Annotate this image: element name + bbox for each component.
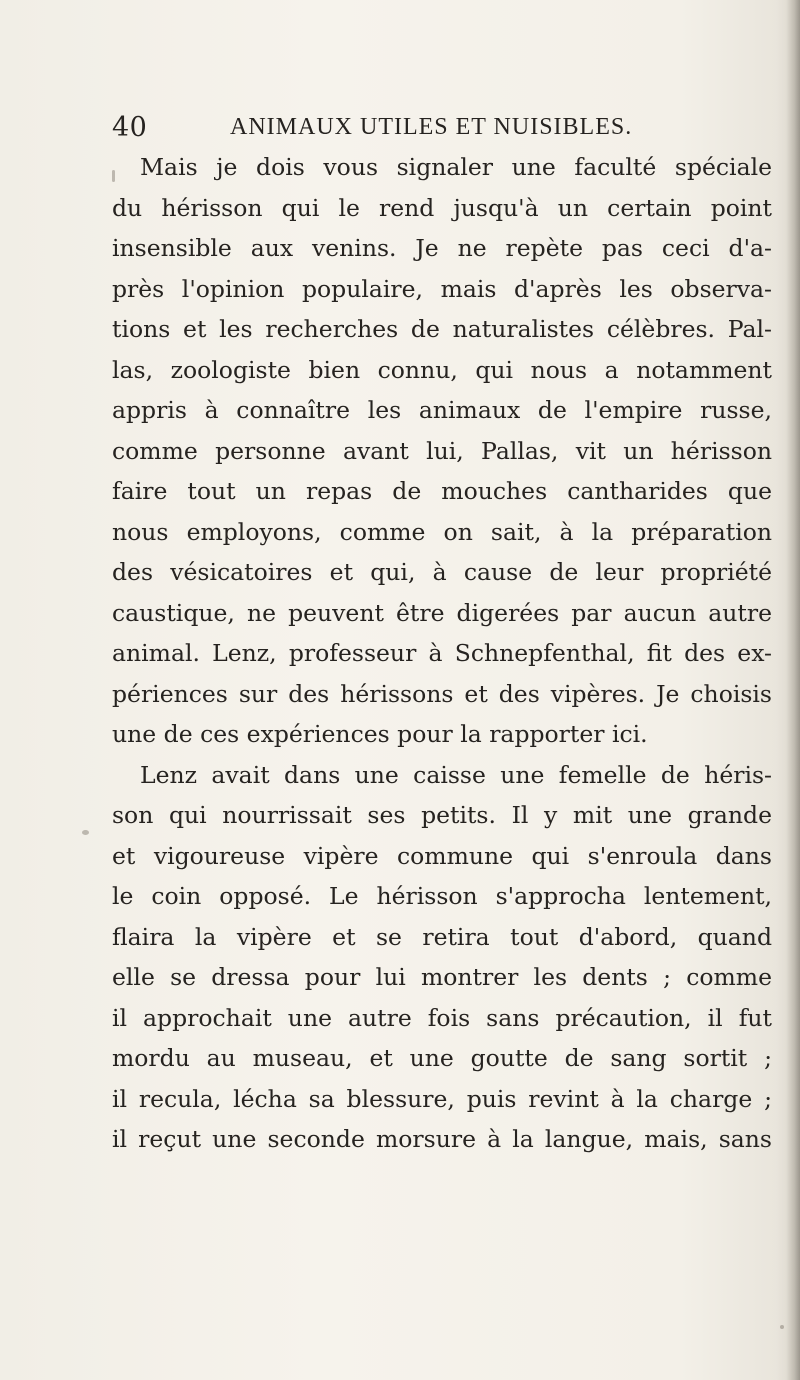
text-line: flaira la vipère et se retira tout d'abord, quand (112, 922, 772, 951)
text-line: tions et les recherches de naturalistes célèbres. Pal- (112, 315, 772, 343)
text-line: le coin opposé. Le hérisson s'approcha lentement, (112, 882, 772, 910)
text-line: Mais je dois vous signaler une faculté spéciale (140, 153, 772, 181)
paper-speck (780, 1325, 784, 1329)
text-line: nous employons, comme on sait, à la préparation (112, 517, 772, 546)
text-line: appris à connaître les animaux de l'empire russe, (112, 396, 772, 424)
text-line: il reçut une seconde morsure à la langue, mais, sans (112, 1125, 772, 1153)
text-line: une de ces expériences pour la rapporter ici. (112, 720, 648, 748)
text-line: insensible aux venins. Je ne repète pas ceci d'a- (112, 234, 772, 262)
text-line: comme personne avant lui, Pallas, vit un hérisson (112, 436, 772, 465)
page-edge-shadow (786, 0, 800, 1380)
text-line: du hérisson qui le rend jusqu'à un certain point (112, 193, 772, 222)
text-line: Lenz avait dans une caisse une femelle de héris- (140, 760, 772, 789)
paper-speck (112, 170, 115, 182)
text-line: faire tout un repas de mouches cantharides que (112, 477, 772, 505)
text-line: périences sur des hérissons et des vipères. Je choisis (112, 679, 772, 708)
text-line: des vésicatoires et qui, à cause de leur propriété (112, 558, 772, 586)
text-line: près l'opinion populaire, mais d'après les observa- (112, 274, 772, 303)
page-number: 40 (112, 112, 148, 143)
text-line: las, zoologiste bien connu, qui nous a notamment (112, 355, 772, 384)
text-line: caustique, ne peuvent être digerées par aucun autre (112, 598, 772, 627)
paper-speck (82, 830, 89, 835)
running-title: ANIMAUX UTILES ET NUISIBLES. (230, 114, 633, 140)
text-line: il recula, lécha sa blessure, puis revint à la charge ; (112, 1084, 772, 1113)
text-line: animal. Lenz, professeur à Schnepfenthal, fit des ex- (112, 639, 772, 667)
page-header (112, 112, 732, 146)
body-text (112, 147, 772, 1160)
text-line: il approchait une autre fois sans précaution, il fut (112, 1003, 772, 1032)
text-line: et vigoureuse vipère commune qui s'enroula dans (112, 841, 772, 870)
text-line: elle se dressa pour lui montrer les dents ; comme (112, 963, 772, 991)
text-line: mordu au museau, et une goutte de sang sortit ; (112, 1044, 772, 1072)
text-line: son qui nourrissait ses petits. Il y mit une grande (112, 801, 772, 829)
